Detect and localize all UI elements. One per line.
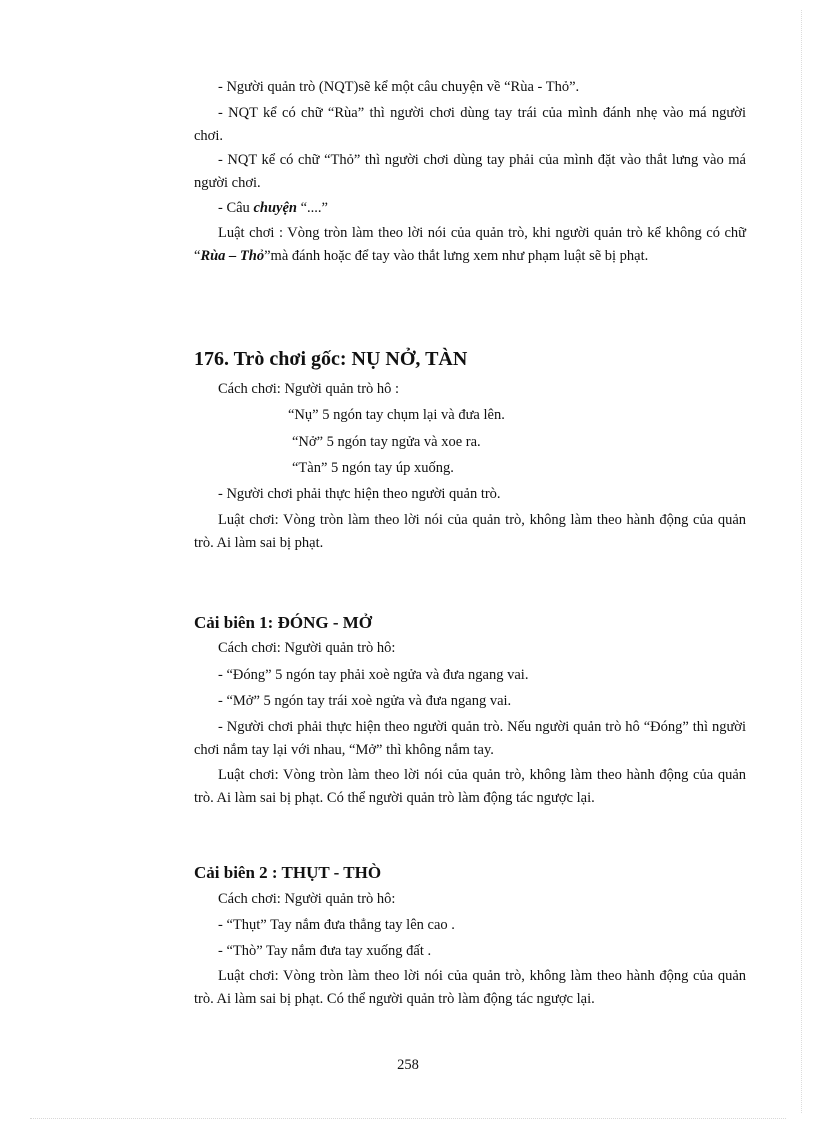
right-divider (801, 10, 802, 1113)
game-176-heading: 176. Trò chơi gốc: NỤ NỞ, TÀN (194, 348, 468, 370)
variant-2-how-to-play: Cách chơi: Người quản trò hô: (218, 891, 396, 907)
game-176-rule: Luật chơi: Vòng tròn làm theo lời nói của quản trò, không làm theo hành động của quản trò. Ai làm sai bị phạt. (194, 512, 746, 551)
variant-1-how-to-play: Cách chơi: Người quản trò hô: (218, 640, 396, 656)
intro-rule (194, 222, 746, 267)
page-number: 258 (397, 1057, 419, 1073)
bottom-divider (30, 1118, 786, 1119)
intro-line-4 (218, 197, 328, 220)
intro-rule-keyword: Rùa – Thỏ (200, 247, 265, 264)
game-176-no: “Nở” 5 ngón tay ngửa và xoe ra. (292, 434, 481, 450)
intro-rule-suffix: ”mà đánh hoặc để tay vào thắt lưng xem như phạm luật sẽ bị phạt. (264, 247, 649, 264)
variant-2-rule: Luật chơi: Vòng tròn làm theo lời nói của quản trò, không làm theo hành động của quản trò. Ai làm sai bị phạt. Có thể người quản trò làm động tác ngược lại. (194, 968, 746, 1007)
variant-1-dong: - “Đóng” 5 ngón tay phải xoè ngửa và đưa ngang vai. (218, 667, 529, 683)
game-176-nu: “Nụ” 5 ngón tay chụm lại và đưa lên. (288, 407, 505, 423)
intro-line-2: - NQT kể có chữ “Rùa” thì người chơi dùng tay trái của mình đánh nhẹ vào má người chơi. (194, 105, 746, 144)
intro-rule-prefix: Luật chơi : Vòng tròn làm theo lời nói của quản trò, khi người quản trò kể không có chữ “ (194, 225, 746, 264)
variant-2-tho: - “Thò” Tay nắm đưa tay xuống đất . (218, 943, 432, 959)
game-176-how-to-play: Cách chơi: Người quản trò hô : (218, 381, 400, 397)
variant-2-heading: Cải biên 2 : THỤT - THÒ (194, 863, 382, 882)
variant-1-follow: - Người chơi phải thực hiện theo người quản trò. Nếu người quản trò hô “Đóng” thì người chơi nắm tay lại với nhau, “Mở” thì không nắm tay. (194, 719, 746, 758)
game-176-tan: “Tàn” 5 ngón tay úp xuống. (292, 460, 454, 476)
variant-1-mo: - “Mở” 5 ngón tay trái xoè ngửa và đưa ngang vai. (218, 693, 512, 709)
game-176-follow: - Người chơi phải thực hiện theo người quản trò. (218, 486, 501, 502)
intro-story-word: chuyện (253, 200, 297, 216)
variant-2-thut: - “Thụt” Tay nắm đưa thẳng tay lên cao . (218, 917, 455, 933)
variant-1-heading: Cải biên 1: ĐÓNG - MỞ (194, 613, 373, 632)
intro-line-4-prefix: - Câu (218, 200, 254, 216)
intro-line-1: - Người quản trò (NQT)sẽ kể một câu chuyện về “Rùa - Thỏ”. (218, 79, 580, 95)
intro-line-4-suffix: “....” (296, 200, 328, 216)
variant-1-rule: Luật chơi: Vòng tròn làm theo lời nói của quản trò, không làm theo hành động của quản trò. Ai làm sai bị phạt. Có thể người quản trò làm động tác ngược lại. (194, 767, 746, 806)
intro-line-3: - NQT kể có chữ “Thỏ” thì người chơi dùng tay phải của mình đặt vào thắt lưng vào má người chơi. (194, 152, 746, 191)
